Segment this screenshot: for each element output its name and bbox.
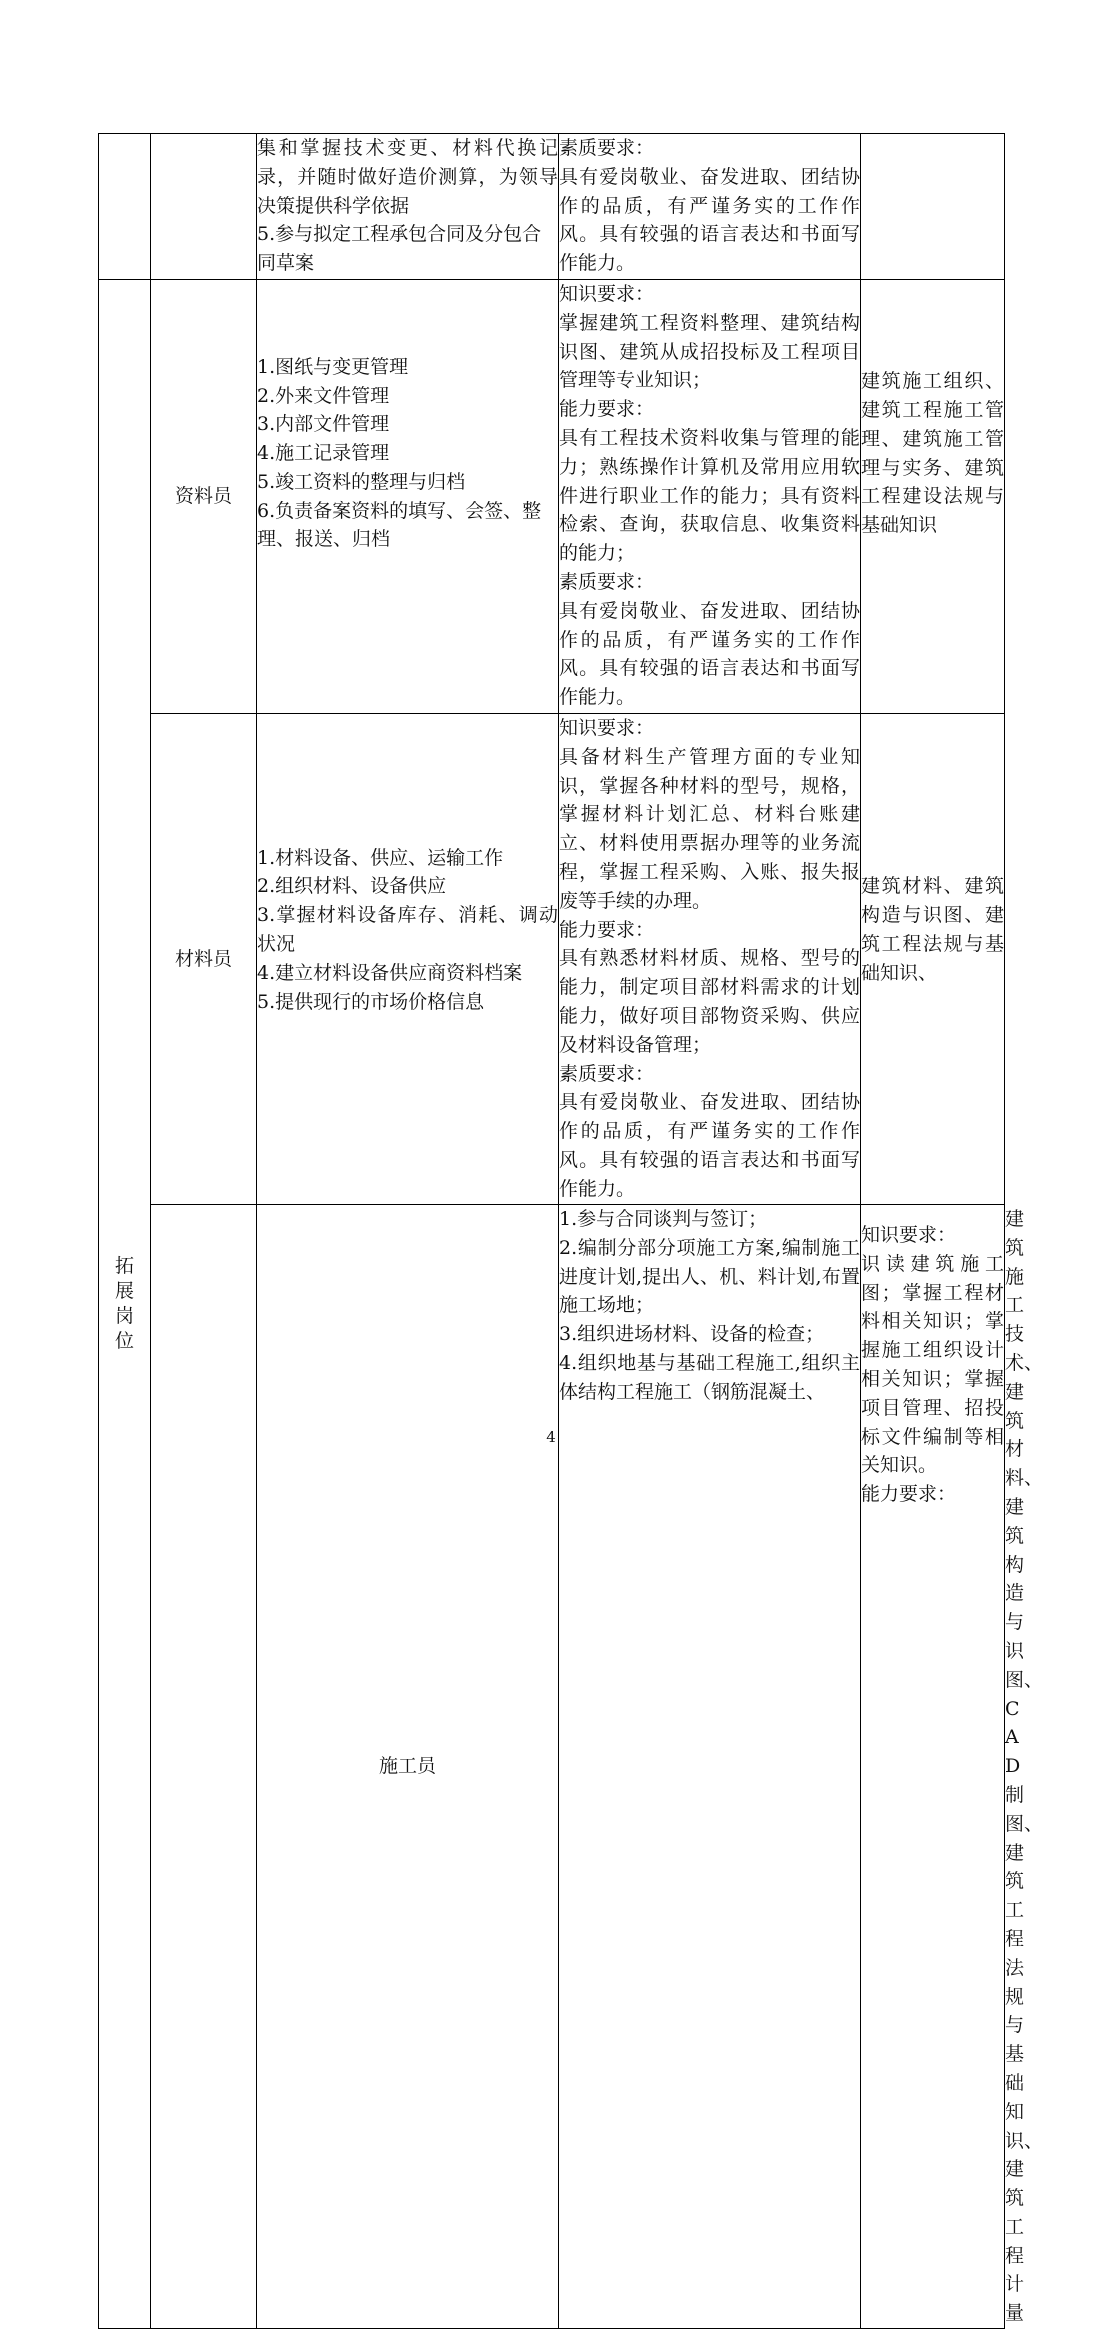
requirement-text: 掌握建筑工程资料整理、建筑结构识图、建筑从成招投标及工程项目管理等专业知识；: [559, 311, 860, 392]
duty-item: 3.内部文件管理: [257, 413, 390, 436]
category-cell: [99, 134, 151, 280]
requirement-text: 识读建筑施工图；掌握工程材料相关知识；掌握施工组织设计相关知识；掌握项目管理、招投标文件编制等相关知识。: [861, 1252, 1004, 1477]
duty-item: 5.参与拟定工程承包合同及分包合同草案: [257, 223, 542, 275]
duty-item: 3.掌握材料设备库存、消耗、调动状况: [257, 904, 558, 955]
duties-cell: [257, 714, 559, 1205]
requirement-text: 具有爱岗敬业、奋发进取、团结协作的品质，有严谨务实的工作作风。具有较强的语言表达和书面写作能力。: [559, 599, 860, 709]
page-number: 4: [546, 1428, 556, 1446]
role-cell: 材料员: [151, 714, 257, 1205]
courses-cell: [861, 714, 1005, 1205]
courses-cell: [861, 134, 1005, 280]
table-row: [99, 714, 1005, 1205]
requirement-text: 具有熟悉材料材质、规格、型号的能力，制定项目部材料需求的计划能力，做好项目部物资采购、供应及材料设备管理；: [559, 947, 860, 1056]
duty-item: 1.图纸与变更管理: [257, 355, 409, 378]
course-text: 建筑材料、建筑构造与识图、建筑工程法规与基础知识、: [861, 875, 1004, 984]
duty-item: 1.参与合同谈判与签订；: [559, 1208, 768, 1230]
requirement-heading: 能力要求：: [559, 398, 655, 421]
requirement-heading: 能力要求：: [861, 1483, 957, 1506]
requirement-text: 具备材料生产管理方面的专业知识，掌握各种材料的型号，规格，掌握材料计划汇总、材料台账建立、材料使用票据办理等的业务流程，掌握工程采购、入账、报失报废等手续的办理。: [559, 745, 860, 912]
duty-item: 4.施工记录管理: [257, 442, 390, 465]
category-char: 位: [114, 1330, 134, 1353]
requirements-cell: [559, 134, 861, 280]
duties-cell: [559, 1205, 861, 2329]
requirement-heading: 能力要求：: [559, 918, 655, 941]
job-requirements-table: [98, 133, 1044, 2329]
duty-item: 2.外来文件管理: [257, 384, 390, 407]
course-text: 建筑施工组织、建筑工程施工管理、建筑施工管理与实务、建筑工程建设法规与基础知识: [861, 370, 1004, 537]
table-row: [99, 134, 1005, 280]
requirement-heading: 知识要求：: [559, 283, 655, 305]
duty-item: 4.组织地基与基础工程施工,组织主体结构工程施工（钢筋混凝土、: [559, 1351, 860, 1403]
role-cell: 施工员: [257, 1205, 559, 2329]
requirements-cell: [559, 714, 861, 1205]
duties-cell: [257, 134, 559, 280]
category-char: 展: [114, 1280, 134, 1303]
category-char: 岗: [114, 1305, 134, 1328]
duty-item: 4.建立材料设备供应商资料档案: [257, 961, 523, 984]
courses-cell: [861, 280, 1005, 714]
requirement-heading: 知识要求：: [861, 1224, 957, 1246]
requirement-heading: 素质要求：: [559, 1062, 655, 1085]
duties-cell: [257, 280, 559, 714]
requirement-text: 具有工程技术资料收集与管理的能力；熟练操作计算机及常用应用软件进行职业工作的能力；具有资料检索、查询，获取信息、收集资料的能力；: [559, 426, 860, 565]
requirement-heading: 素质要求：: [559, 570, 655, 593]
category-cell: [151, 1205, 257, 2329]
duty-item: 2.组织材料、设备供应: [257, 875, 447, 898]
role-cell: 资料员: [151, 280, 257, 714]
role-cell: [151, 134, 257, 280]
duty-item: 5.竣工资料的整理与归档: [257, 470, 466, 493]
requirement-text: 具有爱岗敬业、奋发进取、团结协作的品质，有严谨务实的工作作风。具有较强的语言表达和书面写作能力。: [559, 165, 860, 275]
duty-item: 6.负责备案资料的填写、会签、整理、报送、归档: [257, 499, 542, 551]
duty-item: 3.组织进场材料、设备的检查；: [559, 1323, 825, 1346]
requirement-heading: 素质要求：: [559, 137, 655, 159]
table-row: 施工员 1.参与合同谈判与签订； 2.编制分部分项施工方案,编制施工进度计划,提出人、机、料计划,布置施工场地； 3.组织进场材料、设备的检查； 4.组织地基与基础工程施工,组织主体结构工程施工（钢筋混凝土、 知识要求： 识读建筑施工图；掌握工程材料相关知识；掌握施工组织设计相关知识；掌握项目管理、招投标文件编制等相关知识。 能力要求： 建筑施工技术、建筑材料、建筑构造与识图、CAD制图、建筑工程法规与基础知识、建筑工程计量: [99, 1205, 1005, 2329]
duty-item: 集和掌握技术变更、材料代换记录，并随时做好造价测算，为领导决策提供科学依据: [257, 137, 558, 217]
duty-item: 1.材料设备、供应、运输工作: [257, 846, 504, 869]
requirement-heading: 知识要求：: [559, 717, 655, 739]
requirements-cell: [861, 1205, 1005, 2329]
duty-item: 5.提供现行的市场价格信息: [257, 990, 485, 1013]
requirement-text: 具有爱岗敬业、奋发进取、团结协作的品质，有严谨务实的工作作风。具有较强的语言表达和书面写作能力。: [559, 1091, 860, 1200]
duty-item: 2.编制分部分项施工方案,编制施工进度计划,提出人、机、料计划,布置施工场地；: [559, 1236, 860, 1317]
table-row: [99, 280, 1005, 714]
requirements-cell: [559, 280, 861, 714]
category-char: 拓: [114, 1255, 134, 1278]
category-cell: [99, 280, 151, 2329]
